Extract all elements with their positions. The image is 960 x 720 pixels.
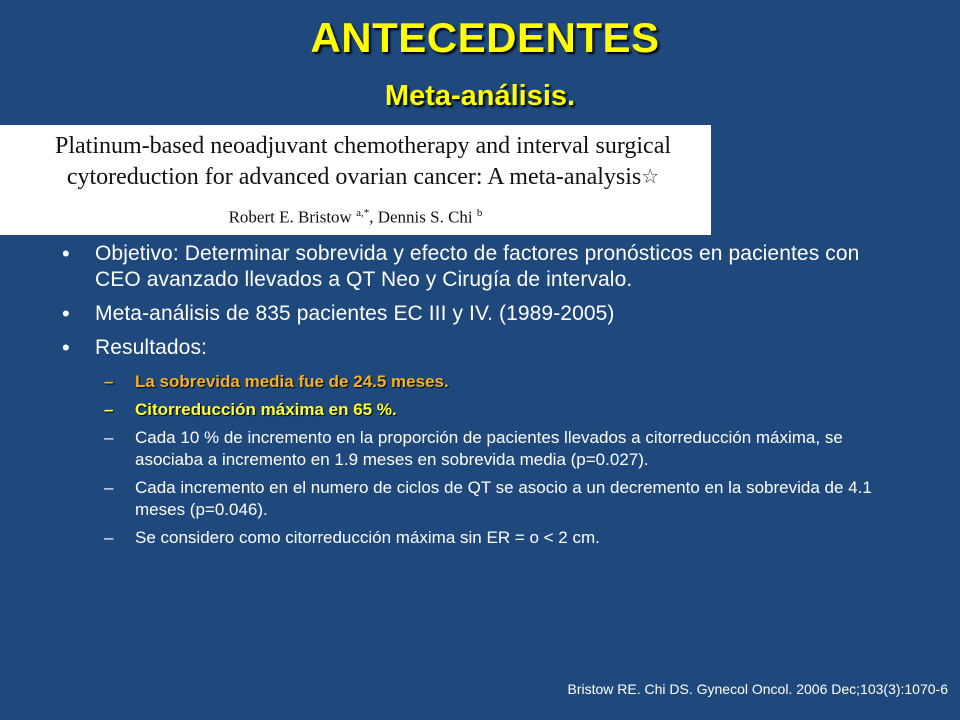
paper-title-line2: cytoreduction for advanced ovarian cancer: A meta-analysis <box>66 164 642 190</box>
paper-title <box>18 131 708 193</box>
result-text: Citorreducción máxima en 65 %. <box>135 400 397 419</box>
slide-subtitle: Meta-análisis. <box>384 80 576 112</box>
bullet-dot-icon: • <box>62 241 70 266</box>
dash-icon: – <box>104 400 114 419</box>
result-text: Se considero como citorreducción máxima sin ER = o < 2 cm. <box>135 528 600 547</box>
slide-title: ANTECEDENTES <box>310 14 660 61</box>
author-2-affiliation: b <box>476 207 483 219</box>
result-citorreduccion-maxima <box>62 399 902 421</box>
author-2: Dennis S. Chi <box>377 207 473 227</box>
result-text: Cada incremento en el numero de ciclos de QT se asocio a un decremento en la sobrevida de 4.1 meses (p=0.046). <box>135 478 872 519</box>
bullet-meta-analisis <box>62 301 902 327</box>
result-ciclos-qt <box>62 477 902 521</box>
reference-citation: Bristow RE. Chi DS. Gynecol Oncol. 2006 Dec;103(3):1070-6 <box>567 681 948 697</box>
bullet-dot-icon: • <box>62 301 70 326</box>
result-definicion-citorreduccion <box>62 527 902 549</box>
dash-icon: – <box>104 372 114 391</box>
bullet-text: Meta-análisis de 835 pacientes EC III y IV. (1989-2005) <box>95 302 615 325</box>
bullet-resultados <box>62 335 902 361</box>
result-incremento-proporcion <box>62 427 902 471</box>
author-1-affiliation: a,* <box>356 207 370 219</box>
dash-icon: – <box>104 428 114 447</box>
result-text: Cada 10 % de incremento en la proporción de pacientes llevados a citorreducción máxima, se asociaba a incremento en 1.9 meses en sobrevida media (p=0.027). <box>135 428 843 469</box>
paper-title-clipping <box>0 125 711 235</box>
result-sobrevida-media <box>62 371 902 393</box>
footnote-star-icon: ☆ <box>641 166 660 188</box>
dash-icon: – <box>104 528 114 547</box>
bullet-list <box>62 241 902 555</box>
dash-icon: – <box>104 478 114 497</box>
author-separator: , <box>369 207 378 227</box>
bullet-dot-icon: • <box>62 335 70 360</box>
result-text: La sobrevida media fue de 24.5 meses. <box>135 372 449 391</box>
paper-authors <box>0 207 711 228</box>
bullet-objetivo <box>62 241 902 293</box>
author-1: Robert E. Bristow <box>228 207 352 227</box>
paper-title-line1: Platinum-based neoadjuvant chemotherapy and interval surgical <box>54 133 672 159</box>
bullet-text: Objetivo: Determinar sobrevida y efecto de factores pronósticos en pacientes con CEO avanzado llevados a QT Neo y Cirugía de intervalo. <box>95 242 860 291</box>
bullet-text: Resultados: <box>95 336 207 359</box>
